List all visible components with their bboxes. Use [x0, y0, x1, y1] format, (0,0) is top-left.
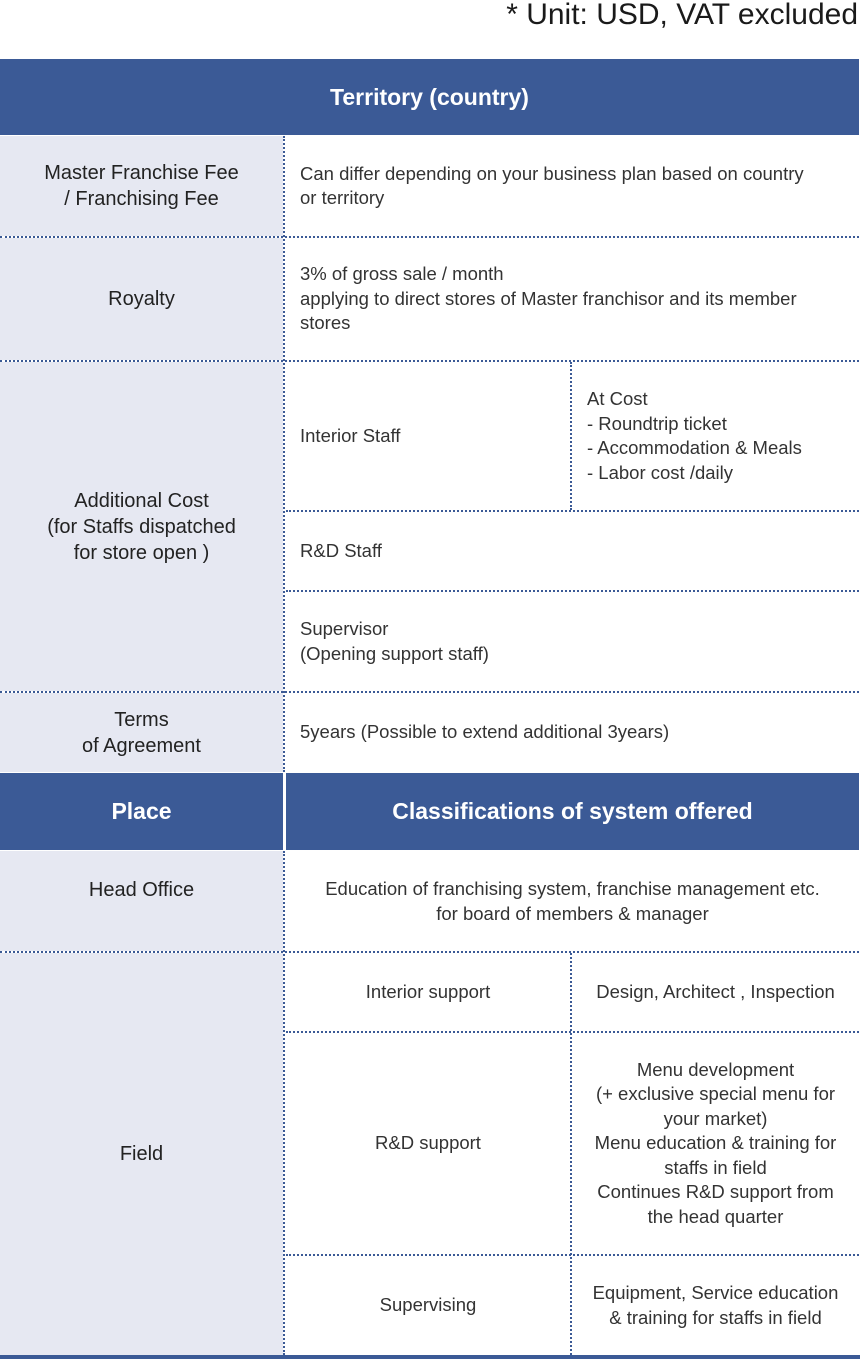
- interior-staff: Interior Staff: [300, 424, 401, 446]
- terms-value: 5years (Possible to extend additional 3years): [300, 721, 670, 743]
- row-divider: [286, 510, 859, 512]
- classifications-header: Classifications of system offered: [286, 773, 859, 850]
- row-divider: [0, 236, 859, 238]
- column-divider: [570, 953, 572, 1355]
- row-divider: [286, 590, 859, 592]
- at-cost-detail: At Cost - Roundtrip ticket - Accommodation & Meals - Labor cost /daily: [587, 388, 802, 483]
- head-office-label: Head Office: [0, 851, 283, 951]
- row-divider: [286, 1031, 859, 1033]
- field-item-detail: Design, Architect , Inspection: [596, 980, 835, 1002]
- column-divider: [283, 136, 285, 772]
- row-divider: [0, 951, 859, 953]
- field-item-detail: Equipment, Service education & training for staffs in field: [592, 1282, 839, 1328]
- row-divider: [286, 1254, 859, 1256]
- table-bottom-border: [0, 1355, 860, 1359]
- field-item-name: Interior support: [365, 980, 491, 1002]
- field-item-name: Supervising: [379, 1294, 477, 1316]
- unit-note: * Unit: USD, VAT excluded: [506, 0, 858, 31]
- royalty-value: 3% of gross sale / month applying to direct stores of Master franchisor and its member stores: [300, 263, 797, 334]
- additional-cost-label: Additional Cost (for Staffs dispatched for store open ): [0, 362, 283, 691]
- master-fee-label: Master Franchise Fee / Franchising Fee: [0, 136, 283, 236]
- royalty-label: Royalty: [0, 238, 283, 360]
- column-divider: [570, 362, 572, 510]
- rd-staff: R&D Staff: [300, 539, 382, 561]
- row-divider: [0, 691, 859, 693]
- head-office-value: Education of franchising system, franchise management etc. for board of members & manager: [325, 878, 820, 924]
- terms-label: Terms of Agreement: [0, 693, 283, 772]
- supervisor-staff: Supervisor (Opening support staff): [300, 618, 489, 664]
- field-item-detail: Menu development (+ exclusive special menu for your market) Menu education & training for staffs in field Continues R&D support from the head quarter: [594, 1058, 837, 1227]
- territory-header: Territory (country): [0, 59, 859, 135]
- row-divider: [0, 360, 859, 362]
- field-label: Field: [0, 953, 283, 1355]
- master-fee-value: Can differ depending on your business plan based on country or territory: [300, 162, 804, 208]
- column-divider: [283, 851, 285, 1355]
- place-header: Place: [0, 773, 283, 850]
- field-item-name: R&D support: [375, 1132, 481, 1154]
